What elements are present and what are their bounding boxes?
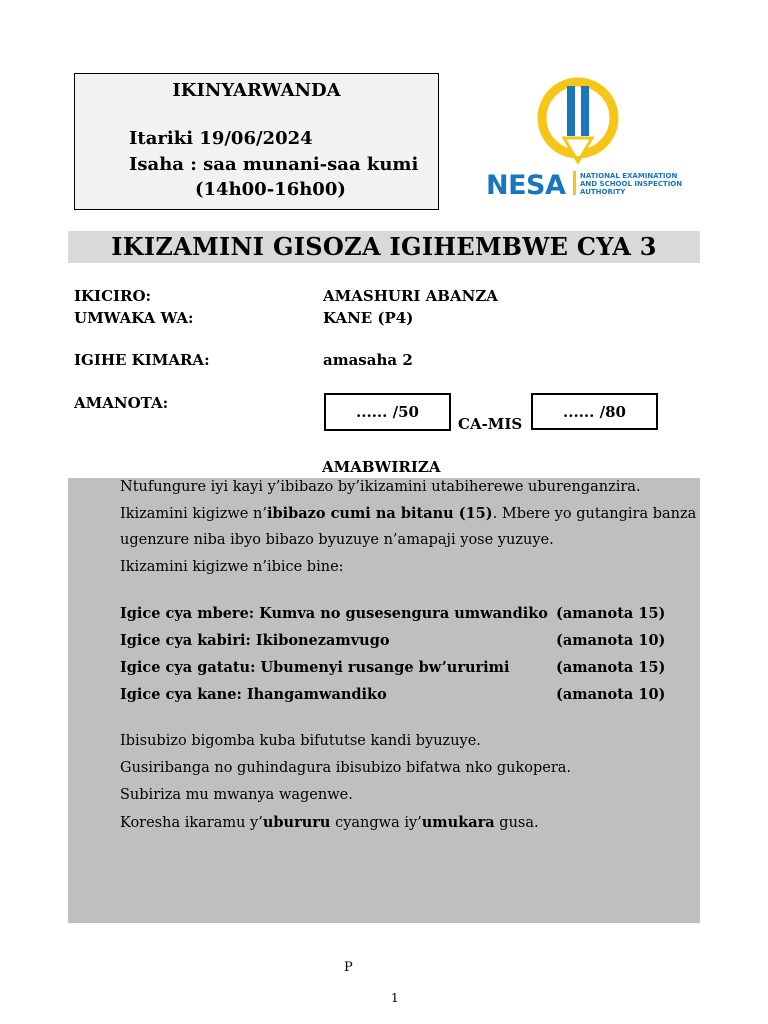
instruction-line: Ikizamini kigizwe n’ibibazo cumi na bitanu (15). Mbere yo gutangira banza [120,505,697,522]
ca-mis-label: CA-MIS [458,415,523,433]
instruction-line: ugenzure niba ibyo bibazo byuzuye n’amapaji yose yuzuye. [120,532,554,548]
instruction-line: Ibisubizo bigomba kuba bifututse kandi byuzuye. [120,733,481,749]
instruction-line: Subiriza mu mwanya wagenwe. [120,787,353,803]
exam-time: Isaha : saa munani-saa kumi [129,154,419,175]
logo-divider [573,171,576,195]
instructions-panel [68,478,700,923]
instruction-line: Ikizamini kigizwe n’ibice bine: [120,559,344,575]
instructions-heading: AMABWIRIZA [322,458,441,476]
marks-label: AMANOTA: [74,394,169,412]
instruction-line: Gusiribanga no guhindagura ibisubizo bifatwa nko gukopera. [120,760,572,776]
marks-box: ...... /50 [324,393,451,431]
level-label: IKICIRO: [74,287,152,305]
level-value: AMASHURI ABANZA [323,287,498,305]
nesa-tagline: NATIONAL EXAMINATION AND SCHOOL INSPECTION AUTHORITY [580,172,683,196]
section-points: (amanota 15) [556,659,666,676]
section-points: (amanota 10) [556,686,666,703]
instruction-line: Ntufungure iyi kayi y’ibibazo by’ikizamini utabiherewe uburenganzira. [120,479,641,495]
section-name: Igice cya mbere: Kumva no gusesengura umwandiko [120,605,548,622]
exam-title-bar [68,231,700,263]
year-label: UMWAKA WA: [74,309,194,327]
exam-time-range: (14h00-16h00) [195,179,346,200]
subject-title: IKINYARWANDA [172,80,341,101]
section-name: Igice cya gatatu: Ubumenyi rusange bw’ururimi [120,659,510,676]
duration-value: amasaha 2 [323,351,413,369]
year-value: KANE (P4) [323,309,414,327]
footer-letter: P [344,960,353,975]
nesa-logo [478,72,688,204]
section-points: (amanota 10) [556,632,666,649]
exam-header-box [74,73,439,210]
page-number: 1 [391,991,399,1005]
section-name: Igice cya kane: Ihangamwandiko [120,686,387,703]
nesa-wordmark: NESA [486,170,566,201]
ca-mis-box: ...... /80 [531,393,658,430]
section-points: (amanota 15) [556,605,666,622]
section-name: Igice cya kabiri: Ikibonezamvugo [120,632,390,649]
instruction-line: Koresha ikaramu y’ubururu cyangwa iy’umukara gusa. [120,814,539,831]
exam-date: Itariki 19/06/2024 [129,128,313,149]
exam-title: IKIZAMINI GISOZA IGIHEMBWE CYA 3 [111,232,657,261]
duration-label: IGIHE KIMARA: [74,351,210,369]
